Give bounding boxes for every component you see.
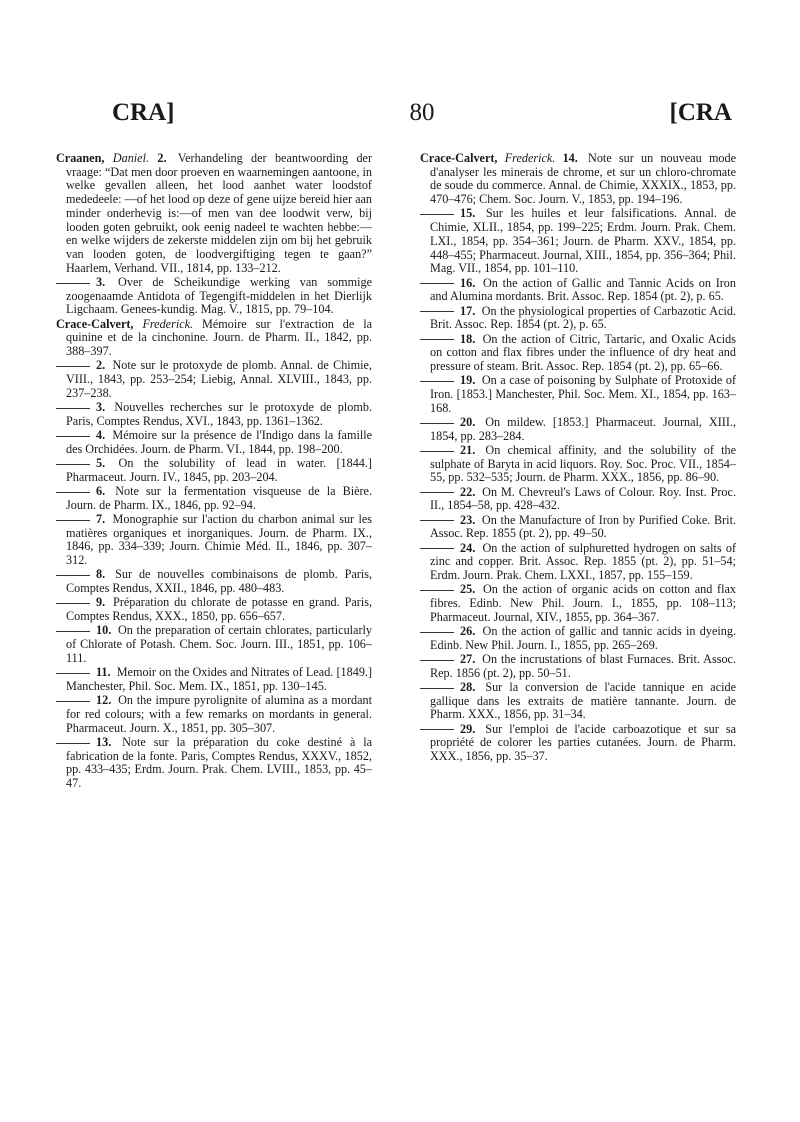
bibliography-entry [420,416,736,443]
bibliography-entry [56,624,372,665]
entry-text: Note sur le protoxyde de plomb. Annal. de Chimie, VIII., 1843, pp. 253–254; Liebig, Annal. XLVIII., 1843, pp. 237–238. [66,358,372,400]
entry-text: Note sur un nouveau mode d'analyser les minerais de chrome, et sur un chloro-chromate de soude du commerce. Annal. de Chimie, XXXIX., 1853, pp. 470–476; Chem. Soc. Journ. V., 1853, pp. 194–196. [430,151,737,207]
entry-text: Préparation du chlorate de potasse en grand. Paris, Comptes Rendus, XXX., 1850, pp. 656–657. [66,595,373,624]
ditto-dash [420,632,454,633]
ditto-dash [56,520,90,521]
entry-number: 15. [460,206,476,221]
bibliography-entry [420,542,736,583]
entry-number: 9. [96,595,106,610]
entry-number: 20. [460,414,476,429]
entry-number: 13. [96,734,112,749]
bibliography-entry [56,401,372,428]
entry-text: On the action of sulphuretted hydrogen on salts of zinc and copper. Brit. Assoc. Rep. 1855 (pt. 2), pp. 51–54; Erdm. Journ. Prak. Chem. LXXI., 1857, pp. 155–159. [430,540,737,583]
bibliography-entry [56,318,372,359]
entry-number: 17. [460,303,476,318]
entry-number: 27. [460,652,476,667]
ditto-dash [56,464,90,465]
ditto-dash [56,575,90,576]
bibliography-entry [56,736,372,791]
entry-text: On the physiological properties of Carbazotic Acid. Brit. Assoc. Rep. 1854 (pt. 2), p. 65. [430,303,737,332]
entry-text: Sur la conversion de l'acide tannique en acide gallique dans les extraits de matière tannante. Journ. de Pharm. XXX., 1856, pp. 31–34. [430,680,737,722]
ditto-dash [420,688,454,689]
page-number: 80 [409,99,435,126]
bibliography-entry [420,207,736,276]
bibliography-entry [56,276,372,317]
ditto-dash [420,311,454,312]
entry-text: On the action of gallic and tannic acids in dyeing. Edinb. New Phil. Journ. I., 1855, pp. 265–269. [430,624,737,652]
entry-text: Sur de nouvelles combinaisons de plomb. Paris, Comptes Rendus, XXII., 1846, pp. 480–483. [66,567,372,596]
bibliography-entry [56,152,372,275]
bibliography-entry [56,513,372,568]
ditto-dash [420,283,454,284]
entry-text: On the preparation of certain chlorates, particularly of Chlorate of Potash. Chem. Soc. Journ. III., 1851, pp. 106–111. [66,623,373,665]
entry-text: On the Manufacture of Iron by Purified Coke. Brit. Assoc. Rep. 1855 (pt. 2), pp. 49–50. [430,512,736,541]
bibliography-entry [56,596,372,623]
entry-text: Verhandeling der beantwoording der vraage: “Dat men door proeven en waarnemingen aantoone, in welke gevallen alleen, het lood aanhet water loodstof mededeele: —of het lood op deze of gene uijze bereid hier aan minder onderhevig is:—of men van dee loodwit verw, bij looden goten gebruikt, ook eenig nadeel te wachten hebbe:—en welke wijders de zekerste middelen zijn om bij het gebruik van looden goten, de loodvergiftiging tegen te gaan?” Haarlem, Verhand. VII., 1814, pp. 133–212. [66,151,373,275]
ditto-dash [56,436,90,437]
entry-number: 8. [96,567,106,582]
entry-number: 11. [96,665,111,680]
author-given-name: Frederick. [142,316,194,331]
header-left-range: CRA] [112,99,175,126]
bibliography-entry [56,359,372,400]
ditto-dash [420,451,454,452]
bibliography-entry [56,666,372,693]
entry-number: 4. [96,428,106,443]
entry-text: Sur l'emploi de l'acide carboazotique et sur sa propriété de colorer les parties cutanées. Journ. de Pharm. XXX., 1856, pp. 35–37. [430,721,737,764]
ditto-dash [56,408,90,409]
entry-number: 22. [460,484,476,499]
entry-text: On the impure pyrolignite of alumina as a mordant for red colours; with a few remarks on mordants in general. Pharmaceut. Journ. X., 1851, pp. 305–307. [66,693,373,735]
entry-text: On the incrustations of blast Furnaces. Brit. Assoc. Rep. 1856 (pt. 2), pp. 50–51. [430,652,737,680]
entry-number: 24. [460,540,476,555]
bibliography-entry [420,333,736,374]
bibliography-entry [420,152,736,207]
entry-text: On a case of poisoning by Sulphate of Protoxide of Iron. [1853.] Manchester, Phil. Soc. Mem. XI., 1854, pp. 163–168. [430,373,737,415]
bibliography-entry [420,514,736,541]
ditto-dash [420,339,454,340]
ditto-dash [420,548,454,549]
bibliography-entry [420,625,736,652]
bibliography-entry [420,277,736,304]
bibliography-entry [56,457,372,484]
bibliography-entry [420,374,736,415]
bibliography-entry [420,305,736,332]
entry-number: 12. [96,693,112,708]
entry-text: Nouvelles recherches sur le protoxyde de plomb. Paris, Comptes Rendus, XVI., 1843, pp. 1361–1362. [66,400,372,428]
entry-text: On the solubility of lead in water. [1844.] Pharmaceut. Journ. IV., 1845, pp. 203–204. [66,456,372,484]
entry-number: 23. [460,512,476,527]
author-given-name: Frederick. [504,151,556,165]
entry-number: 2. [96,358,106,373]
entry-text: On the action of Gallic and Tannic Acids on Iron and Alumina mordants. Brit. Assoc. Rep. 1854 (pt. 2), p. 65. [430,275,736,304]
ditto-dash [56,492,90,493]
entry-number: 6. [96,484,106,499]
ditto-dash [420,590,454,591]
entry-number: 10. [96,623,112,638]
ditto-dash [420,492,454,493]
entry-number: 5. [96,456,106,471]
entry-text: Over de Scheikundige werking van sommige zoogenaamde Antidota of Tegengift-middelen in het Dierlijk Ligchaam. Genees-kundig. Mag. V., 1815, pp. 79–104. [66,274,372,317]
ditto-dash [420,520,454,521]
entry-number: 26. [460,624,476,639]
author-surname: Crace-Calvert, [56,316,134,331]
entry-number: 19. [460,373,476,388]
left-column [56,152,372,791]
entry-number: 3. [96,274,106,289]
ditto-dash [56,631,90,632]
ditto-dash [420,381,454,382]
bibliography-entry [56,429,372,456]
entry-text: On chemical affinity, and the solubility of the sulphate of Baryta in acid liquors. Roy. Soc. Proc. VII., 1854–55, pp. 532–535; Journ. de Pharm. XXX., 1856, pp. 86–90. [430,442,736,485]
page-header [112,98,732,132]
bibliography-entry [56,485,372,512]
bibliography-entry [56,568,372,595]
entry-number: 16. [460,275,476,290]
entry-text: Monographie sur l'action du charbon animal sur les matières organiques et inorganiques. Journ. de Pharm. IX., 1846, pp. 334–339; Journ. Chimie Méd. II., 1846, pp. 307–312. [66,512,373,568]
header-right-range: [CRA [669,99,732,126]
ditto-dash [56,701,90,702]
ditto-dash [56,603,90,604]
entry-text: Memoir on the Oxides and Nitrates of Lead. [1849.] Manchester, Phil. Soc. Mem. IX., 1851, pp. 130–145. [66,665,373,693]
entry-number: 25. [460,582,476,597]
entry-number: 28. [460,680,476,695]
bibliography-entry [420,681,736,722]
right-column [420,152,736,764]
entry-number: 18. [460,331,476,346]
entry-text: On M. Chevreul's Laws of Colour. Roy. Inst. Proc. II., 1854–58, pp. 428–432. [430,484,736,513]
ditto-dash [420,660,454,661]
entry-text: Mémoire sur la présence de l'Indigo dans la famille des Orchidées. Journ. de Pharm. VI., 1844, pp. 198–200. [66,428,373,456]
entry-text: On the action of organic acids on cotton and flax fibres. Edinb. New Phil. Journ. I., 1855, pp. 108–113; Pharmaceut. Journal, XIV., 1855, pp. 364–367. [430,582,736,624]
ditto-dash [420,214,454,215]
author-surname: Crace-Calvert, [420,151,498,165]
entry-text: On mildew. [1853.] Pharmaceut. Journal, XIII., 1854, pp. 283–284. [430,414,736,443]
entry-number: 7. [96,512,106,527]
entry-text: Note sur la préparation du coke destiné à la fabrication de la fonte. Paris, Comptes Rendus, XXXV., 1852, pp. 433–435; Erdm. Journ. Prak. Chem. LVIII., 1853, pp. 45–47. [66,734,373,790]
ditto-dash [420,729,454,730]
author-surname: Craanen, [56,151,105,165]
entry-number: 21. [460,442,476,457]
entry-text: Sur les huiles et leur falsifications. Annal. de Chimie, XLII., 1854, pp. 199–225; Erdm. Journ. Prak. Chem. LXI., 1854, pp. 354–361; Journ. de Pharm. XXV., 1854, pp. 448–455; Pharmaceut. Journal, XIII., 1854, pp. 356–364; Phil. Mag. VII., 1854, pp. 101–110. [430,206,737,276]
entry-number: 2. [157,151,167,165]
bibliography-entry [420,444,736,485]
ditto-dash [56,743,90,744]
ditto-dash [420,423,454,424]
entry-text: Mémoire sur l'extraction de la quinine et de la cinchonine. Journ. de Pharm. II., 1842, pp. 388–397. [66,316,373,359]
entry-text: On the action of Citric, Tartaric, and Oxalic Acids on cotton and flax fibres under the influence of dry heat and pressure of steam. Brit. Assoc. Rep. 1854 (pt. 2), pp. 65–66. [430,331,737,373]
ditto-dash [56,366,90,367]
entry-number: 3. [96,400,106,415]
author-given-name: Daniel. [112,151,150,165]
ditto-dash [56,283,90,284]
entry-number: 14. [562,151,578,165]
bibliography-entry [420,723,736,764]
bibliography-entry [420,486,736,513]
bibliography-entry [420,583,736,624]
entry-text: Note sur la fermentation visqueuse de la Bière. Journ. de Pharm. IX., 1846, pp. 92–94. [66,484,373,512]
bibliography-entry [56,694,372,735]
bibliography-entry [420,653,736,680]
entry-number: 29. [460,721,476,736]
ditto-dash [56,673,90,674]
